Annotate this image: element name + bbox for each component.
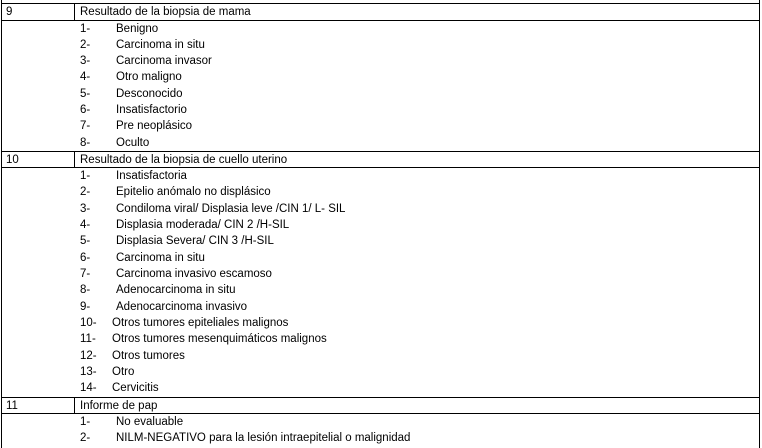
item-label: Otros tumores <box>112 350 185 362</box>
item-label: Carcinoma invasivo escamoso <box>116 268 272 280</box>
item-number: 4- <box>80 71 91 83</box>
item-number: 9- <box>80 301 91 313</box>
item-label: Carcinoma in situ <box>116 39 205 51</box>
item-number: 1- <box>80 416 91 428</box>
item-number: 5- <box>80 235 91 247</box>
item-number: 8- <box>80 137 91 149</box>
item-label: Desconocido <box>116 88 183 100</box>
item-label: Otros tumores mesenquimáticos malignos <box>112 333 327 345</box>
item-number: 2- <box>80 186 91 198</box>
section-title: Informe de pap <box>80 400 158 412</box>
item-number: 2- <box>80 39 91 51</box>
section-code: 10 <box>6 154 19 166</box>
item-label: Condiloma viral/ Displasia leve /CIN 1/ L- SIL <box>116 203 346 215</box>
item-number: 4- <box>80 219 91 231</box>
item-number: 5- <box>80 88 91 100</box>
item-number: 10- <box>80 317 97 329</box>
item-label: Otro maligno <box>116 71 182 83</box>
item-number: 14- <box>80 382 97 394</box>
item-number: 8- <box>80 284 91 296</box>
table-rule <box>1 20 760 21</box>
item-number: 6- <box>80 252 91 264</box>
item-label: Epitelio anómalo no displásico <box>116 186 271 198</box>
column-divider <box>74 151 75 167</box>
item-number: 6- <box>80 104 91 116</box>
item-number: 1- <box>80 23 91 35</box>
item-number: 13- <box>80 366 97 378</box>
table-border-right <box>759 0 760 448</box>
item-label: Otros tumores epiteliales malignos <box>112 317 289 329</box>
item-label: Insatisfactorio <box>116 104 187 116</box>
item-label: Displasia Severa/ CIN 3 /H-SIL <box>116 235 274 247</box>
column-divider <box>74 3 75 20</box>
item-label: Pre neoplásico <box>116 120 193 132</box>
section-code: 9 <box>6 6 13 18</box>
item-label: Benigno <box>116 23 159 35</box>
item-label: Oculto <box>116 137 150 149</box>
item-number: 11- <box>80 333 96 345</box>
section-title: Resultado de la biopsia de mama <box>80 6 251 18</box>
item-label: Cervicitis <box>112 382 159 394</box>
item-label: Adenocarcinoma in situ <box>116 284 236 296</box>
item-number: 7- <box>80 120 91 132</box>
item-number: 7- <box>80 268 91 280</box>
item-label: Adenocarcinoma invasivo <box>116 301 248 313</box>
table-border-left <box>1 0 2 448</box>
item-label: Insatisfactoria <box>116 170 187 182</box>
item-label: Carcinoma in situ <box>116 252 205 264</box>
item-label: NILM-NEGATIVO para la lesión intraepitelial o malignidad <box>116 432 411 444</box>
section-title: Resultado de la biopsia de cuello uterino <box>80 154 288 166</box>
column-divider <box>74 397 75 413</box>
item-number: 3- <box>80 55 91 67</box>
item-number: 2- <box>80 432 91 444</box>
item-label: Displasia moderada/ CIN 2 /H-SIL <box>116 219 290 231</box>
item-label: Carcinoma invasor <box>116 55 212 67</box>
item-number: 3- <box>80 203 91 215</box>
item-number: 12- <box>80 350 97 362</box>
section-code: 11 <box>6 400 18 412</box>
item-number: 1- <box>80 170 91 182</box>
item-label: No evaluable <box>116 416 184 428</box>
item-label: Otro <box>112 366 135 378</box>
